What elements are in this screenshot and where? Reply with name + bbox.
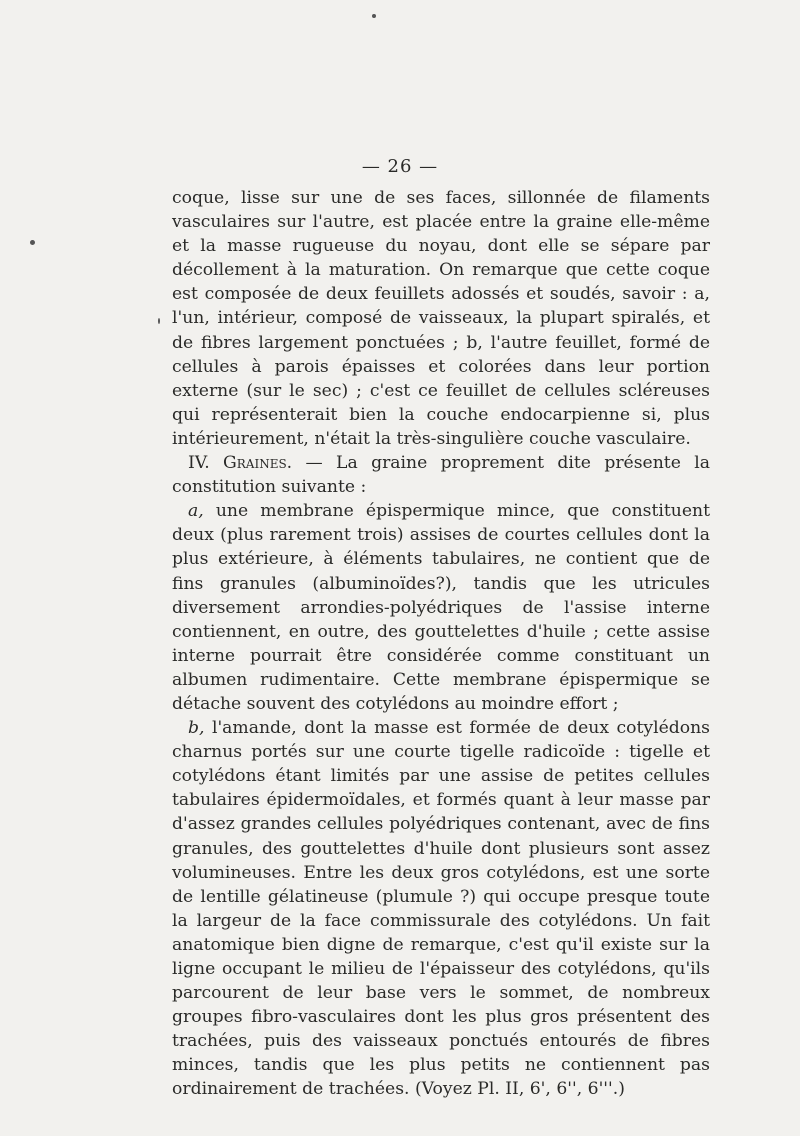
paragraph-membrane-text: une membrane épispermique mince, que constituent deux (plus rarement trois) assises de courtes cellules dont la plus extérieure, à éléments tabulaires, ne contient que de fins granules (albuminoïdes?), tandis que les utricules diversement arrondies-polyédriques de l'assise interne contiennent, en outre, des gouttelettes d'huile ; cette assise interne pourrait être considérée comme constituant un albumen rudimentaire. Cette membrane épispermique se détache souvent des cotylédons au moindre effort ; <box>172 501 710 714</box>
scan-speck <box>30 240 35 245</box>
paragraph-amande-text: l'amande, dont la masse est formée de deux cotylédons charnus portés sur une courte tigelle radicoïde : tigelle et cotylédons étant limités par une assise de petites cellules tabulaires épidermoïdales, et formés quant à leur masse par d'assez grandes cellules polyédriques contenant, avec de fins granules, des gouttelettes d'huile dont plusieurs sont assez volumineuses. Entre les deux gros cotylédons, est une sorte de lentille gélatineuse (plumule ?) qui occupe presque toute la largeur de la face commissurale des cotylédons. Un fait anatomique bien digne de remarque, c'est qu'il existe sur la ligne occupant le milieu de l'épaisseur des cotylédons, qu'ils parcourent de leur base vers le sommet, de nombreux groupes fibro-vasculaires dont les plus gros présentent des trachées, puis des vaisseaux ponctués entourés de fibres minces, tandis que les plus petits ne contiennent pas ordinairement de trachées. (Voyez Pl. II, 6', 6'', 6'''.) <box>172 718 710 1100</box>
body-text <box>172 186 710 1102</box>
scan-speck <box>372 14 376 18</box>
section-label: IV. Graines. <box>188 453 293 474</box>
paragraph-membrane <box>172 499 710 716</box>
page-number: — 26 — <box>361 156 439 177</box>
item-marker-b: b, <box>188 718 205 739</box>
paragraph-graines <box>172 451 710 499</box>
item-marker-a: a, <box>188 501 204 522</box>
paragraph-graines-text: — La graine proprement dite présente la constitution suivante : <box>172 453 710 498</box>
paragraph-coque: coque, lisse sur une de ses faces, sillonnée de filaments vasculaires sur l'autre, est placée entre la graine elle-même et la masse rugueuse du noyau, dont elle se sépare par décollement à la maturation. On remarque que cette coque est composée de deux feuillets adossés et soudés, savoir : a, l'un, intérieur, composé de vaisseaux, la plupart spiralés, et de fibres largement ponctuées ; b, l'autre feuillet, formé de cellules à parois épaisses et colorées dans leur portion externe (sur le sec) ; c'est ce feuillet de cellules scléreuses qui représenterait bien la couche endocarpienne si, plus intérieurement, n'était la très-singulière couche vasculaire. <box>172 188 710 449</box>
scan-speck <box>158 318 160 324</box>
paragraph-amande <box>172 716 710 1102</box>
